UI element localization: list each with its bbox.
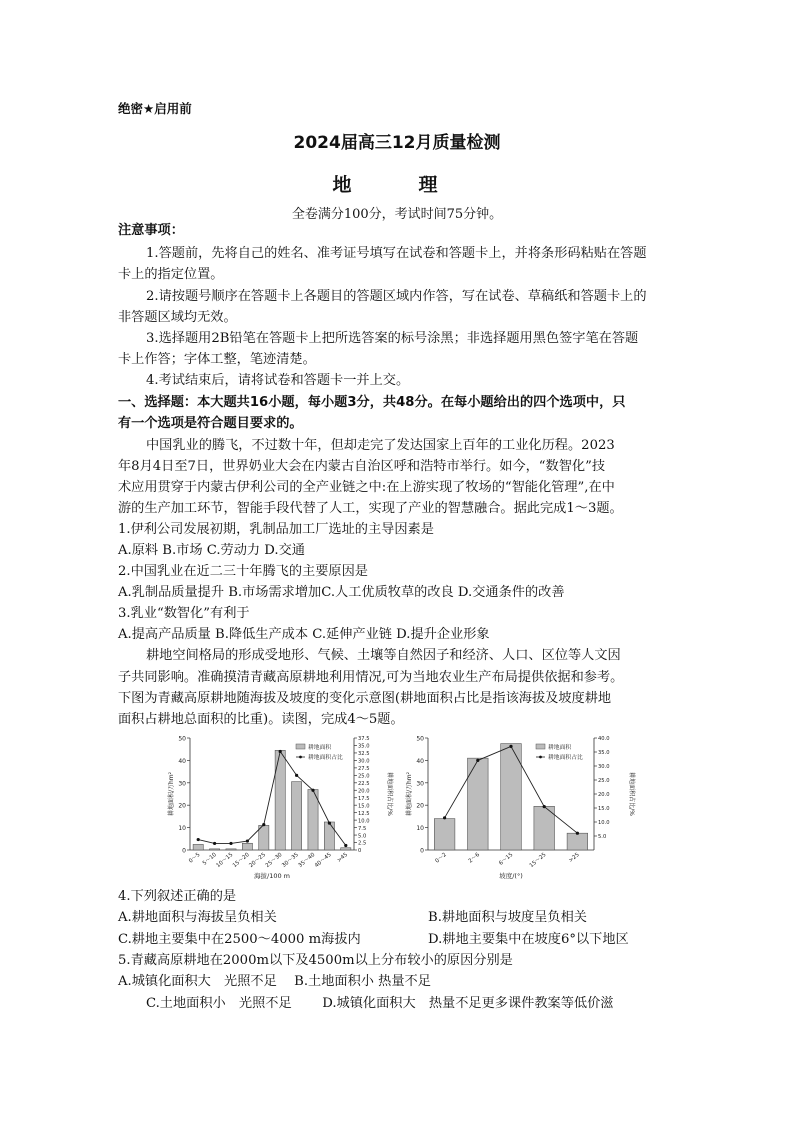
- y-tick-label: 10: [178, 825, 186, 833]
- y-tick-label: 50: [416, 735, 424, 743]
- x-tick-label: 30～35: [281, 851, 300, 870]
- y2-tick-label: 27.5: [358, 766, 370, 773]
- y-tick-label: 10: [416, 825, 424, 833]
- x-tick-label: 5～10: [201, 851, 218, 867]
- share-point: [262, 823, 265, 826]
- share-point: [197, 838, 200, 841]
- passage1-line3: 术应用贯穿于内蒙古伊利公司的全产业链之中:在上游实现了牧场的“智能化管理”,在中: [118, 480, 615, 495]
- y2-tick-label: 20.0: [598, 792, 610, 799]
- y2-tick-label: 32.5: [358, 751, 370, 758]
- y2-tick-label: 30.0: [598, 764, 610, 771]
- y2-tick-label: 35.0: [598, 750, 610, 757]
- share-point: [344, 844, 347, 847]
- bar: [308, 790, 318, 850]
- notice-2b: 非答题区域均无效。: [118, 310, 237, 325]
- notice-1b: 卡上的指定位置。: [118, 267, 224, 282]
- notice-heading: 注意事项：: [118, 223, 184, 238]
- x-tick-label: 10～15: [215, 851, 235, 870]
- y2-tick-label: 10.0: [598, 820, 610, 827]
- altitude-chart: [162, 732, 392, 880]
- bar: [226, 849, 236, 850]
- slope-chart: [404, 732, 634, 880]
- y-tick-label: 40: [178, 757, 186, 765]
- y-axis-label: 耕地面积/万hm²: [406, 771, 413, 817]
- y2-axis-label: 耕地面积占比/%: [386, 772, 393, 816]
- confidential-mark: 绝密★启用前: [118, 101, 192, 116]
- passage1-line1: 中国乳业的腾飞，不过数十年，但却走完了发达国家上百年的工业化历程。2023: [146, 438, 615, 453]
- bar: [193, 844, 203, 850]
- y-tick-label: 20: [178, 802, 186, 810]
- y2-tick-label: 30.0: [358, 758, 370, 765]
- legend-line-label: 耕地面积占比: [548, 755, 583, 761]
- q4-option-c: C.耕地主要集中在2500～4000 m海拔内: [118, 932, 361, 947]
- share-point: [213, 842, 216, 845]
- bar: [292, 782, 302, 850]
- notice-4: 4.考试结束后，请将试卷和答题卡一并上交。: [146, 373, 410, 388]
- q4-option-a: A.耕地面积与海拔呈负相关: [118, 910, 277, 925]
- q2-stem: 2.中国乳业在近二三十年腾飞的主要原因是: [118, 564, 368, 579]
- x-tick-label: 15～25: [528, 851, 548, 870]
- x-tick-label: >45: [336, 851, 350, 864]
- share-point: [311, 789, 314, 792]
- x-tick-label: 20～25: [248, 851, 268, 870]
- legend-bar-swatch: [296, 744, 305, 749]
- passage2-line4: 面积占耕地总面积的比重)。读图，完成4～5题。: [118, 712, 404, 727]
- x-tick-label: 40～45: [313, 851, 333, 870]
- q2-options: A.乳制品质量提升 B.市场需求增加C.人工优质牧草的改良 D.交通条件的改善: [118, 585, 565, 600]
- y2-tick-label: 2.5: [358, 840, 367, 847]
- legend-bar-label: 耕地面积: [548, 745, 572, 751]
- q3-options: A.提高产品质量 B.降低生产成本 C.延伸产业链 D.提升企业形象: [118, 627, 490, 642]
- q5-options-cd: C.土地面积小 光照不足 D.城镇化面积大 热量不足更多课件教案等低价滋: [146, 996, 614, 1011]
- bar: [259, 825, 269, 850]
- x-axis-label: 坡度/(°): [499, 872, 523, 880]
- passage1-line2: 年8月4日至7日，世界奶业大会在内蒙古自治区呼和浩特市举行。如今，“数智化”技: [118, 459, 606, 474]
- share-point: [543, 805, 546, 808]
- x-tick-label: 0～2: [434, 851, 448, 865]
- y2-axis-label: 耕地面积占比/%: [628, 772, 635, 816]
- section-heading-2: 有一个选项是符合题目要求的。: [118, 416, 303, 431]
- x-tick-label: 6～15: [498, 851, 515, 867]
- share-line: [198, 751, 346, 845]
- bar: [210, 849, 220, 850]
- legend-bar-label: 耕地面积: [308, 745, 332, 751]
- share-point: [328, 822, 331, 825]
- passage2-line1: 耕地空间格局的形成受地形、气候、土壤等自然因子和经济、人口、区位等人文因: [146, 648, 621, 663]
- y2-tick-label: 40.0: [598, 736, 610, 743]
- notice-3a: 3.选择题用2B铅笔在答题卡上把所选答案的标号涂黑；非选择题用黑色签字笔在答题: [146, 331, 639, 346]
- share-point: [476, 759, 479, 762]
- x-tick-label: 15～20: [231, 851, 251, 870]
- passage1-line4: 游的生产加工环节，智能手段代替了人工，实现了产业的智慧融合。据此完成1～3题。: [118, 501, 623, 516]
- bar: [341, 848, 351, 850]
- notice-3b: 卡上作答；字体工整，笔迹清楚。: [118, 352, 316, 367]
- bar: [242, 843, 252, 850]
- exam-title: 2024届高三12月质量检测: [293, 133, 501, 153]
- notice-2a: 2.请按题号顺序在答题卡上各题目的答题区域内作答，写在试卷、草稿纸和答题卡上的: [146, 289, 647, 304]
- y2-tick-label: 15.0: [598, 806, 610, 813]
- y-tick-label: 30: [178, 780, 186, 788]
- y2-tick-label: 25.0: [358, 773, 370, 780]
- y-tick-label: 40: [416, 757, 424, 765]
- q5-stem: 5.青藏高原耕地在2000m以下及4500m以上分布较小的原因分别是: [118, 953, 513, 968]
- q1-options: A.原料 B.市场 C.劳动力 D.交通: [118, 543, 305, 558]
- bar: [468, 758, 489, 850]
- y2-tick-label: 17.5: [358, 795, 370, 802]
- share-point: [246, 839, 249, 842]
- share-point: [576, 832, 579, 835]
- q4-stem: 4.下列叙述正确的是: [118, 889, 237, 904]
- x-tick-label: >25: [567, 851, 581, 864]
- y2-tick-label: 7.5: [358, 825, 367, 832]
- y-axis-label: 耕地面积/万hm²: [168, 771, 175, 817]
- legend-line-label: 耕地面积占比: [308, 755, 343, 761]
- y2-tick-label: 22.5: [358, 781, 370, 787]
- x-tick-label: 25～30: [264, 851, 284, 870]
- subject-title: 地 理: [332, 174, 462, 196]
- legend-bar-swatch: [536, 744, 545, 749]
- y-tick-label: 50: [178, 735, 186, 743]
- passage2-line2: 子共同影响。准确摸清青藏高原耕地利用情况,可为当地农业生产布局提供依据和参考。: [118, 670, 624, 685]
- x-tick-label: 2～6: [467, 851, 482, 865]
- y2-tick-label: 5.0: [358, 833, 367, 840]
- y2-tick-label: 37.5: [358, 736, 370, 743]
- q4-option-d: D.耕地主要集中在坡度6°以下地区: [428, 932, 629, 947]
- y-tick-label: 0: [420, 847, 424, 855]
- passage2-line3: 下图为青藏高原耕地随海拔及坡度的变化示意图(耕地面积占比是指该海拔及坡度耕地: [118, 691, 612, 706]
- share-point: [443, 816, 446, 819]
- y-tick-label: 0: [182, 847, 186, 855]
- legend-line-marker: [539, 756, 542, 759]
- bar: [567, 833, 588, 850]
- y2-tick-label: 25.0: [598, 778, 610, 785]
- share-point: [295, 774, 298, 777]
- legend-line-marker: [299, 756, 302, 759]
- x-axis-label: 海拔/100 m: [254, 872, 290, 880]
- notice-1a: 1.答题前，先将自己的姓名、准考证号填写在试卷和答题卡上，并将条形码粘贴在答题: [146, 246, 647, 261]
- share-point: [279, 750, 282, 753]
- y2-tick-label: 35.0: [358, 743, 370, 750]
- y2-tick-label: 10.0: [358, 818, 370, 825]
- y2-tick-label: 20.0: [358, 788, 370, 795]
- x-tick-label: 35～40: [297, 851, 317, 870]
- q1-stem: 1.伊利公司发展初期，乳制品加工厂选址的主导因素是: [118, 522, 434, 537]
- bar: [324, 822, 334, 850]
- y2-tick-label: 12.5: [358, 810, 370, 817]
- section-heading-1: 一、选择题：本大题共16小题，每小题3分，共48分。在每小题给出的四个选项中，只: [118, 395, 626, 410]
- x-tick-label: 0～5: [188, 851, 202, 865]
- y-tick-label: 20: [416, 802, 424, 810]
- bar: [434, 819, 455, 850]
- exam-subtitle: 全卷满分100分，考试时间75分钟。: [291, 207, 503, 222]
- q4-option-b: B.耕地面积与坡度呈负相关: [428, 910, 587, 925]
- y-tick-label: 30: [416, 780, 424, 788]
- y2-tick-label: 0: [358, 848, 362, 855]
- share-point: [509, 745, 512, 748]
- q5-options-ab: A.城镇化面积大 光照不足 B.土地面积小 热量不足: [118, 974, 431, 989]
- y2-tick-label: 5.0: [598, 834, 607, 841]
- y2-tick-label: 15.0: [358, 803, 370, 810]
- share-point: [229, 842, 232, 845]
- q3-stem: 3.乳业“数智化”有利于: [118, 606, 250, 621]
